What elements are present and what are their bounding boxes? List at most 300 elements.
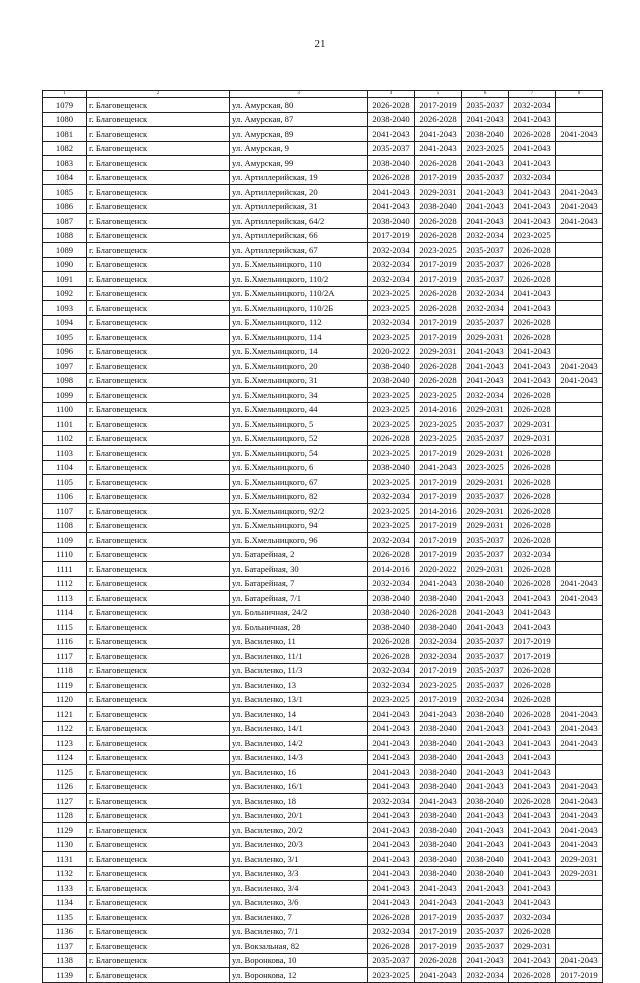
period-cell: 2035-2037 [462, 678, 509, 693]
row-number: 1136 [43, 924, 87, 939]
period-cell: 2017-2019 [415, 692, 462, 707]
period-cell: 2041-2043 [415, 141, 462, 156]
row-number: 1115 [43, 620, 87, 635]
city-cell: г. Благовещенск [87, 141, 230, 156]
address-cell: ул. Б.Хмельницкого, 96 [230, 533, 368, 548]
period-cell: 2035-2037 [462, 431, 509, 446]
row-number: 1137 [43, 939, 87, 954]
period-cell: 2026-2028 [368, 939, 415, 954]
table-row [43, 605, 603, 620]
address-cell: ул. Б.Хмельницкого, 110/2А [230, 286, 368, 301]
period-cell: 2038-2040 [462, 866, 509, 881]
period-cell: 2032-2034 [462, 692, 509, 707]
address-cell: ул. Б.Хмельницкого, 94 [230, 518, 368, 533]
period-cell: 2038-2040 [415, 736, 462, 751]
city-cell: г. Благовещенск [87, 953, 230, 968]
table-row [43, 228, 603, 243]
period-cell: 2038-2040 [415, 199, 462, 214]
table-row [43, 910, 603, 925]
period-cell: 2026-2028 [509, 968, 556, 983]
period-cell: 2041-2043 [509, 214, 556, 229]
period-cell: 2038-2040 [462, 707, 509, 722]
period-cell: 2023-2025 [462, 141, 509, 156]
period-cell: 2038-2040 [368, 373, 415, 388]
city-cell: г. Благовещенск [87, 489, 230, 504]
row-number: 1106 [43, 489, 87, 504]
period-cell: 2041-2043 [556, 707, 603, 722]
period-cell: 2041-2043 [368, 765, 415, 780]
row-number: 1099 [43, 388, 87, 403]
col-header: 1 [43, 91, 87, 98]
period-cell: 2038-2040 [415, 765, 462, 780]
period-cell: 2023-2025 [415, 431, 462, 446]
table-row [43, 533, 603, 548]
row-number: 1088 [43, 228, 87, 243]
address-cell: ул. Б.Хмельницкого, 31 [230, 373, 368, 388]
period-cell: 2026-2028 [415, 112, 462, 127]
city-cell: г. Благовещенск [87, 721, 230, 736]
period-cell: 2041-2043 [509, 112, 556, 127]
city-cell: г. Благовещенск [87, 417, 230, 432]
period-cell: 2026-2028 [509, 489, 556, 504]
period-cell: 2041-2043 [415, 460, 462, 475]
row-number: 1110 [43, 547, 87, 562]
period-cell: 2035-2037 [462, 170, 509, 185]
period-cell: 2041-2043 [462, 620, 509, 635]
table-row [43, 576, 603, 591]
period-cell: 2026-2028 [415, 156, 462, 171]
row-number: 1105 [43, 475, 87, 490]
period-cell: 2023-2025 [368, 388, 415, 403]
city-cell: г. Благовещенск [87, 591, 230, 606]
period-cell: 2032-2034 [368, 794, 415, 809]
table-row [43, 750, 603, 765]
row-number: 1135 [43, 910, 87, 925]
period-cell: 2038-2040 [415, 750, 462, 765]
period-cell: 2038-2040 [368, 156, 415, 171]
period-cell: 2041-2043 [368, 185, 415, 200]
city-cell: г. Благовещенск [87, 924, 230, 939]
table-row [43, 692, 603, 707]
city-cell: г. Благовещенск [87, 866, 230, 881]
row-number: 1096 [43, 344, 87, 359]
period-cell: 2023-2025 [368, 692, 415, 707]
period-cell: 2032-2034 [462, 301, 509, 316]
period-cell [556, 620, 603, 635]
period-cell: 2032-2034 [368, 315, 415, 330]
table-row [43, 968, 603, 983]
row-number: 1118 [43, 663, 87, 678]
address-cell: ул. Артиллерийская, 66 [230, 228, 368, 243]
city-cell: г. Благовещенск [87, 344, 230, 359]
period-cell: 2026-2028 [415, 373, 462, 388]
address-cell: ул. Артиллерийская, 19 [230, 170, 368, 185]
period-cell: 2029-2031 [509, 417, 556, 432]
address-cell: ул. Воронкова, 12 [230, 968, 368, 983]
table-row [43, 431, 603, 446]
address-cell: ул. Б.Хмельницкого, 114 [230, 330, 368, 345]
period-cell: 2041-2043 [556, 953, 603, 968]
period-cell: 2026-2028 [368, 910, 415, 925]
row-number: 1134 [43, 895, 87, 910]
period-cell: 2041-2043 [509, 837, 556, 852]
address-cell: ул. Б.Хмельницкого, 110/2Б [230, 301, 368, 316]
period-cell: 2032-2034 [368, 533, 415, 548]
row-number: 1090 [43, 257, 87, 272]
period-cell: 2041-2043 [556, 794, 603, 809]
table-row [43, 547, 603, 562]
period-cell: 2038-2040 [368, 460, 415, 475]
period-cell: 2041-2043 [509, 199, 556, 214]
period-cell: 2041-2043 [556, 199, 603, 214]
address-cell: ул. Артиллерийская, 31 [230, 199, 368, 214]
period-cell [556, 518, 603, 533]
period-cell: 2038-2040 [415, 808, 462, 823]
row-number: 1111 [43, 562, 87, 577]
period-cell [556, 634, 603, 649]
period-cell: 2020-2022 [368, 344, 415, 359]
table-row [43, 272, 603, 287]
period-cell: 2026-2028 [368, 170, 415, 185]
period-cell: 2029-2031 [415, 344, 462, 359]
period-cell: 2041-2043 [556, 591, 603, 606]
period-cell: 2029-2031 [462, 475, 509, 490]
city-cell: г. Благовещенск [87, 808, 230, 823]
period-cell [556, 939, 603, 954]
period-cell: 2041-2043 [556, 779, 603, 794]
table-row [43, 286, 603, 301]
period-cell: 2041-2043 [368, 750, 415, 765]
period-cell: 2041-2043 [415, 576, 462, 591]
city-cell: г. Благовещенск [87, 533, 230, 548]
address-cell: ул. Б.Хмельницкого, 34 [230, 388, 368, 403]
row-number: 1139 [43, 968, 87, 983]
period-cell: 2041-2043 [509, 721, 556, 736]
page-number: 21 [314, 38, 326, 50]
period-cell: 2041-2043 [509, 765, 556, 780]
address-cell: ул. Б.Хмельницкого, 112 [230, 315, 368, 330]
period-cell [556, 170, 603, 185]
period-cell: 2041-2043 [462, 823, 509, 838]
period-cell: 2026-2028 [509, 127, 556, 142]
period-cell: 2041-2043 [368, 736, 415, 751]
period-cell: 2041-2043 [509, 373, 556, 388]
period-cell: 2035-2037 [462, 315, 509, 330]
row-number: 1120 [43, 692, 87, 707]
period-cell: 2017-2019 [509, 634, 556, 649]
period-cell: 2026-2028 [415, 214, 462, 229]
period-cell: 2026-2028 [415, 228, 462, 243]
table-row [43, 170, 603, 185]
period-cell: 2038-2040 [462, 127, 509, 142]
period-cell [556, 257, 603, 272]
table-row [43, 315, 603, 330]
period-cell: 2041-2043 [415, 895, 462, 910]
period-cell: 2041-2043 [415, 794, 462, 809]
period-cell: 2041-2043 [509, 286, 556, 301]
row-number: 1083 [43, 156, 87, 171]
address-cell: ул. Василенко, 11 [230, 634, 368, 649]
period-cell: 2017-2019 [368, 228, 415, 243]
period-cell [556, 286, 603, 301]
period-cell: 2026-2028 [509, 692, 556, 707]
row-number: 1133 [43, 881, 87, 896]
address-cell: ул. Батарейная, 30 [230, 562, 368, 577]
address-cell: ул. Василенко, 14 [230, 707, 368, 722]
period-cell: 2041-2043 [462, 214, 509, 229]
city-cell: г. Благовещенск [87, 736, 230, 751]
table-row [43, 620, 603, 635]
period-cell: 2023-2025 [368, 330, 415, 345]
period-cell: 2041-2043 [556, 736, 603, 751]
period-cell: 2023-2025 [368, 446, 415, 461]
table-row [43, 330, 603, 345]
table-row [43, 344, 603, 359]
table-row [43, 562, 603, 577]
table-row [43, 591, 603, 606]
period-cell: 2041-2043 [415, 707, 462, 722]
period-cell: 2029-2031 [556, 866, 603, 881]
table-row [43, 199, 603, 214]
city-cell: г. Благовещенск [87, 214, 230, 229]
period-cell: 2041-2043 [509, 866, 556, 881]
period-cell: 2023-2025 [368, 504, 415, 519]
table-row [43, 446, 603, 461]
row-number: 1107 [43, 504, 87, 519]
period-cell: 2041-2043 [509, 344, 556, 359]
period-cell: 2029-2031 [415, 185, 462, 200]
city-cell: г. Благовещенск [87, 156, 230, 171]
city-cell: г. Благовещенск [87, 446, 230, 461]
city-cell: г. Благовещенск [87, 228, 230, 243]
city-cell: г. Благовещенск [87, 170, 230, 185]
period-cell: 2038-2040 [415, 866, 462, 881]
address-cell: ул. Б.Хмельницкого, 6 [230, 460, 368, 475]
period-cell: 2041-2043 [368, 199, 415, 214]
address-cell: ул. Василенко, 18 [230, 794, 368, 809]
row-number: 1081 [43, 127, 87, 142]
table-row [43, 721, 603, 736]
period-cell: 2026-2028 [509, 475, 556, 490]
city-cell: г. Благовещенск [87, 649, 230, 664]
period-cell: 2041-2043 [462, 359, 509, 374]
col-header: 5 [415, 91, 462, 98]
period-cell: 2041-2043 [509, 823, 556, 838]
period-cell: 2038-2040 [462, 794, 509, 809]
period-cell: 2035-2037 [462, 939, 509, 954]
city-cell: г. Благовещенск [87, 547, 230, 562]
period-cell: 2029-2031 [509, 939, 556, 954]
period-cell: 2038-2040 [368, 605, 415, 620]
col-header: 4 [368, 91, 415, 98]
period-cell [556, 605, 603, 620]
address-cell: ул. Василенко, 20/2 [230, 823, 368, 838]
address-cell: ул. Василенко, 3/6 [230, 895, 368, 910]
period-cell [556, 315, 603, 330]
period-cell: 2017-2019 [415, 663, 462, 678]
period-cell: 2041-2043 [509, 359, 556, 374]
period-cell: 2029-2031 [462, 562, 509, 577]
table-row [43, 924, 603, 939]
period-cell: 2032-2034 [368, 678, 415, 693]
period-cell: 2026-2028 [509, 794, 556, 809]
address-cell: ул. Батарейная, 7/1 [230, 591, 368, 606]
period-cell: 2035-2037 [462, 533, 509, 548]
table-row [43, 257, 603, 272]
table-row [43, 489, 603, 504]
period-cell: 2026-2028 [368, 547, 415, 562]
period-cell [556, 388, 603, 403]
period-cell [556, 562, 603, 577]
period-cell: 2041-2043 [368, 707, 415, 722]
period-cell: 2026-2028 [368, 634, 415, 649]
period-cell: 2041-2043 [462, 591, 509, 606]
period-cell: 2026-2028 [509, 315, 556, 330]
period-cell: 2026-2028 [509, 678, 556, 693]
table-row [43, 736, 603, 751]
period-cell: 2017-2019 [509, 649, 556, 664]
address-cell: ул. Амурская, 99 [230, 156, 368, 171]
period-cell: 2026-2028 [509, 388, 556, 403]
period-cell: 2032-2034 [368, 576, 415, 591]
period-cell: 2035-2037 [462, 272, 509, 287]
address-cell: ул. Б.Хмельницкого, 54 [230, 446, 368, 461]
period-cell: 2041-2043 [368, 779, 415, 794]
period-cell: 2041-2043 [509, 808, 556, 823]
row-number: 1102 [43, 431, 87, 446]
period-cell: 2041-2043 [509, 185, 556, 200]
address-cell: ул. Воронкова, 10 [230, 953, 368, 968]
period-cell: 2041-2043 [509, 779, 556, 794]
row-number: 1128 [43, 808, 87, 823]
address-cell: ул. Василенко, 11/3 [230, 663, 368, 678]
address-cell: ул. Б.Хмельницкого, 110/2 [230, 272, 368, 287]
period-cell: 2041-2043 [509, 852, 556, 867]
address-cell: ул. Амурская, 89 [230, 127, 368, 142]
address-cell: ул. Б.Хмельницкого, 14 [230, 344, 368, 359]
address-cell: ул. Амурская, 87 [230, 112, 368, 127]
row-number: 1087 [43, 214, 87, 229]
housing-schedule-table [42, 90, 603, 983]
address-cell: ул. Василенко, 13 [230, 678, 368, 693]
period-cell: 2035-2037 [462, 910, 509, 925]
period-cell: 2041-2043 [415, 881, 462, 896]
row-number: 1109 [43, 533, 87, 548]
table-row [43, 866, 603, 881]
city-cell: г. Благовещенск [87, 823, 230, 838]
period-cell: 2029-2031 [509, 431, 556, 446]
row-number: 1108 [43, 518, 87, 533]
period-cell: 2032-2034 [368, 243, 415, 258]
row-number: 1100 [43, 402, 87, 417]
period-cell: 2023-2025 [368, 518, 415, 533]
table-row [43, 373, 603, 388]
period-cell: 2035-2037 [368, 141, 415, 156]
city-cell: г. Благовещенск [87, 779, 230, 794]
period-cell: 2026-2028 [509, 576, 556, 591]
period-cell: 2041-2043 [368, 837, 415, 852]
period-cell: 2041-2043 [556, 808, 603, 823]
table-row [43, 98, 603, 113]
period-cell: 2041-2043 [509, 156, 556, 171]
period-cell: 2032-2034 [368, 257, 415, 272]
city-cell: г. Благовещенск [87, 243, 230, 258]
period-cell: 2041-2043 [462, 156, 509, 171]
table-row [43, 794, 603, 809]
period-cell: 2023-2025 [415, 243, 462, 258]
period-cell: 2041-2043 [509, 591, 556, 606]
period-cell [556, 678, 603, 693]
period-cell: 2017-2019 [415, 533, 462, 548]
period-cell: 2041-2043 [509, 605, 556, 620]
period-cell: 2041-2043 [462, 185, 509, 200]
city-cell: г. Благовещенск [87, 837, 230, 852]
table-row [43, 852, 603, 867]
address-cell: ул. Артиллерийская, 20 [230, 185, 368, 200]
table-row [43, 649, 603, 664]
period-cell: 2017-2019 [415, 170, 462, 185]
period-cell: 2026-2028 [509, 663, 556, 678]
period-cell: 2041-2043 [509, 895, 556, 910]
period-cell: 2017-2019 [415, 330, 462, 345]
address-cell: ул. Артиллерийская, 64/2 [230, 214, 368, 229]
address-cell: ул. Василенко, 20/3 [230, 837, 368, 852]
period-cell: 2032-2034 [462, 228, 509, 243]
row-number: 1094 [43, 315, 87, 330]
period-cell: 2017-2019 [415, 489, 462, 504]
period-cell: 2014-2016 [415, 504, 462, 519]
period-cell: 2029-2031 [462, 518, 509, 533]
period-cell: 2017-2019 [415, 315, 462, 330]
period-cell: 2026-2028 [509, 330, 556, 345]
city-cell: г. Благовещенск [87, 112, 230, 127]
period-cell: 2032-2034 [415, 649, 462, 664]
period-cell: 2041-2043 [462, 344, 509, 359]
row-number: 1089 [43, 243, 87, 258]
city-cell: г. Благовещенск [87, 460, 230, 475]
row-number: 1117 [43, 649, 87, 664]
row-number: 1119 [43, 678, 87, 693]
row-number: 1086 [43, 199, 87, 214]
period-cell: 2023-2025 [462, 460, 509, 475]
period-cell: 2026-2028 [415, 605, 462, 620]
period-cell: 2026-2028 [509, 707, 556, 722]
period-cell: 2023-2025 [368, 417, 415, 432]
table-row [43, 895, 603, 910]
address-cell: ул. Василенко, 20/1 [230, 808, 368, 823]
period-cell: 2041-2043 [368, 127, 415, 142]
table-row [43, 388, 603, 403]
city-cell: г. Благовещенск [87, 750, 230, 765]
row-number: 1093 [43, 301, 87, 316]
period-cell: 2041-2043 [368, 808, 415, 823]
period-cell: 2017-2019 [415, 518, 462, 533]
period-cell: 2023-2025 [368, 286, 415, 301]
row-number: 1112 [43, 576, 87, 591]
table-row [43, 185, 603, 200]
city-cell: г. Благовещенск [87, 315, 230, 330]
address-cell: ул. Василенко, 14/3 [230, 750, 368, 765]
period-cell: 2041-2043 [415, 968, 462, 983]
address-cell: ул. Василенко, 7/1 [230, 924, 368, 939]
address-cell: ул. Василенко, 3/1 [230, 852, 368, 867]
period-cell: 2023-2025 [368, 402, 415, 417]
period-cell: 2041-2043 [462, 953, 509, 968]
period-cell [556, 895, 603, 910]
address-cell: ул. Больничная, 28 [230, 620, 368, 635]
row-number: 1113 [43, 591, 87, 606]
period-cell [556, 910, 603, 925]
